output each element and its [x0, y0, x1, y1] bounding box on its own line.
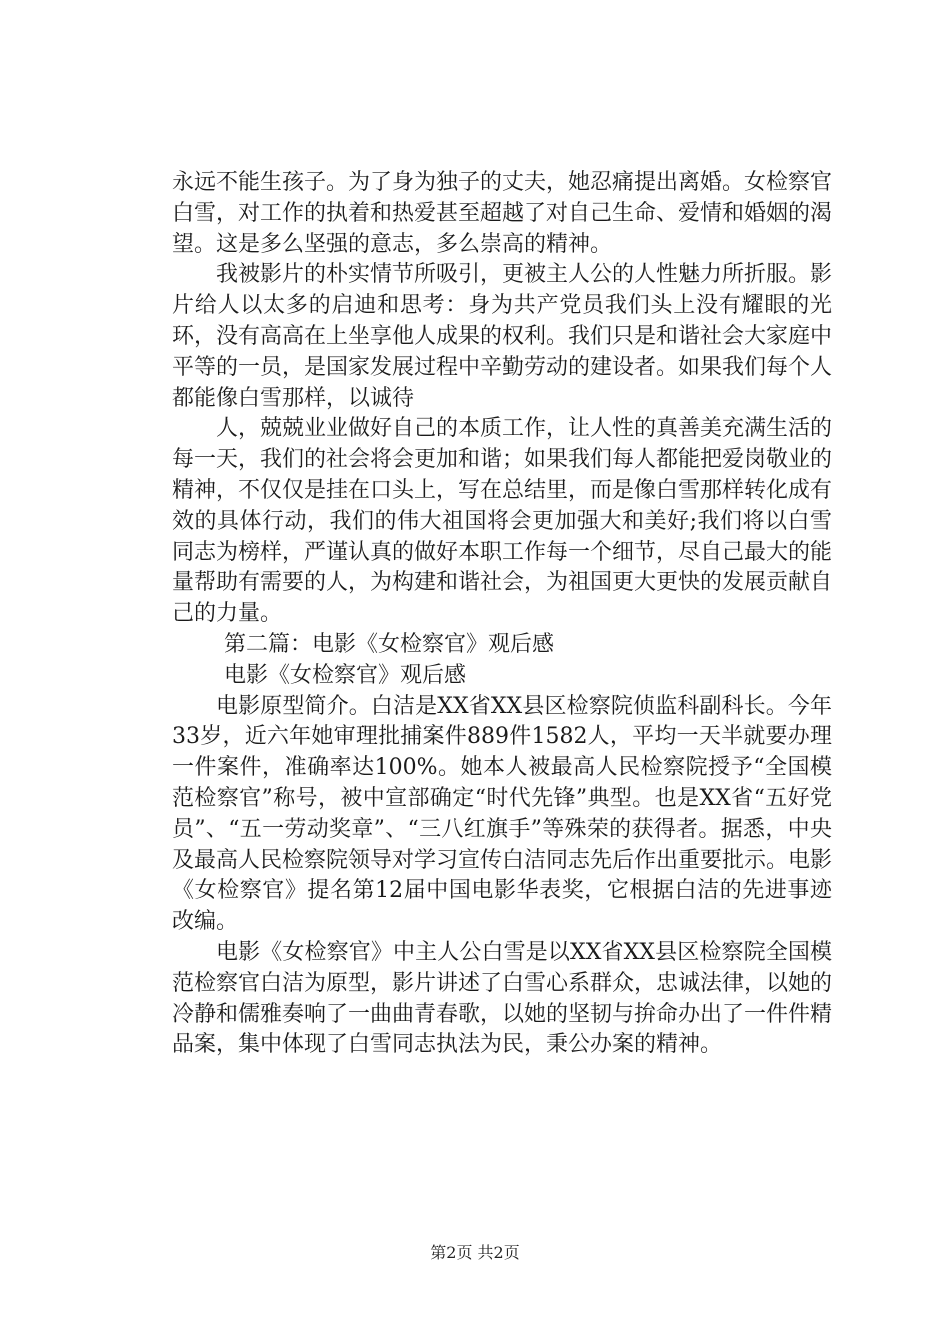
section-subtitle: 电影《女检察官》观后感: [224, 662, 467, 688]
paragraph-continuation: 永远不能生孩子。为了身为独子的丈夫，她忍痛提出离婚。女检察官白雪，对工作的执着和热爱甚至超越了对自己生命、爱情和婚姻的渴望。这是多么坚强的意志，多么崇高的精神。: [172, 170, 833, 257]
paragraph-reflection-continued: 人，兢兢业业做好自己的本质工作，让人性的真善美充满生活的每一天，我们的社会将会更加和谐；如果我们每人都能把爱岗敬业的精神，不仅仅是挂在口头上，写在总结里，而是像白雪那样转化成有效的具体行动，我们的伟大祖国将会更加强大和美好;我们将以白雪同志为榜样，严谨认真的做好本职工作每一个细节，尽自己最大的能量帮助有需要的人，为构建和谐社会，为祖国更大更快的发展贡献自己的力量。: [172, 416, 833, 627]
page-number-footer: 第2页 共2页: [430, 1243, 520, 1262]
paragraph-reflection: 我被影片的朴实情节所吸引，更被主人公的人性魅力所折服。影片给人以太多的启迪和思考：身为共产党员我们头上没有耀眼的光环，没有高高在上坐享他人成果的权利。我们只是和谐社会大家庭中平等的一员，是国家发展过程中辛勤劳动的建设者。如果我们每个人都能像白雪那样，以诚待: [172, 262, 833, 411]
section-heading: 第二篇：电影《女检察官》观后感: [224, 631, 555, 657]
document-body: [172, 168, 832, 1061]
paragraph-film-summary: 电影《女检察官》中主人公白雪是以XX省XX县区检察院全国模范检察官白洁为原型，影片讲述了白雪心系群众，忠诚法律，以她的冷静和儒雅奏响了一曲曲青春歌，以她的坚韧与拚命办出了一件件精品案，集中体现了白雪同志执法为民，秉公办案的精神。: [172, 939, 833, 1058]
paragraph-prototype-intro: 电影原型简介。白洁是XX省XX县区检察院侦监科副科长。今年33岁，近六年她审理批捕案件889件1582人，平均一天半就要办理一件案件，准确率达100%。她本人被最高人民检察院授予“全国模范检察官”称号，被中宣部确定“时代先锋”典型。也是XX省“五好党员”、“五一劳动奖章”、“三八红旗手”等殊荣的获得者。据悉，中央及最高人民检察院领导对学习宣传白洁同志先后作出重要批示。电影《女检察官》提名第12届中国电影华表奖，它根据白洁的先进事迹改编。: [172, 693, 833, 935]
